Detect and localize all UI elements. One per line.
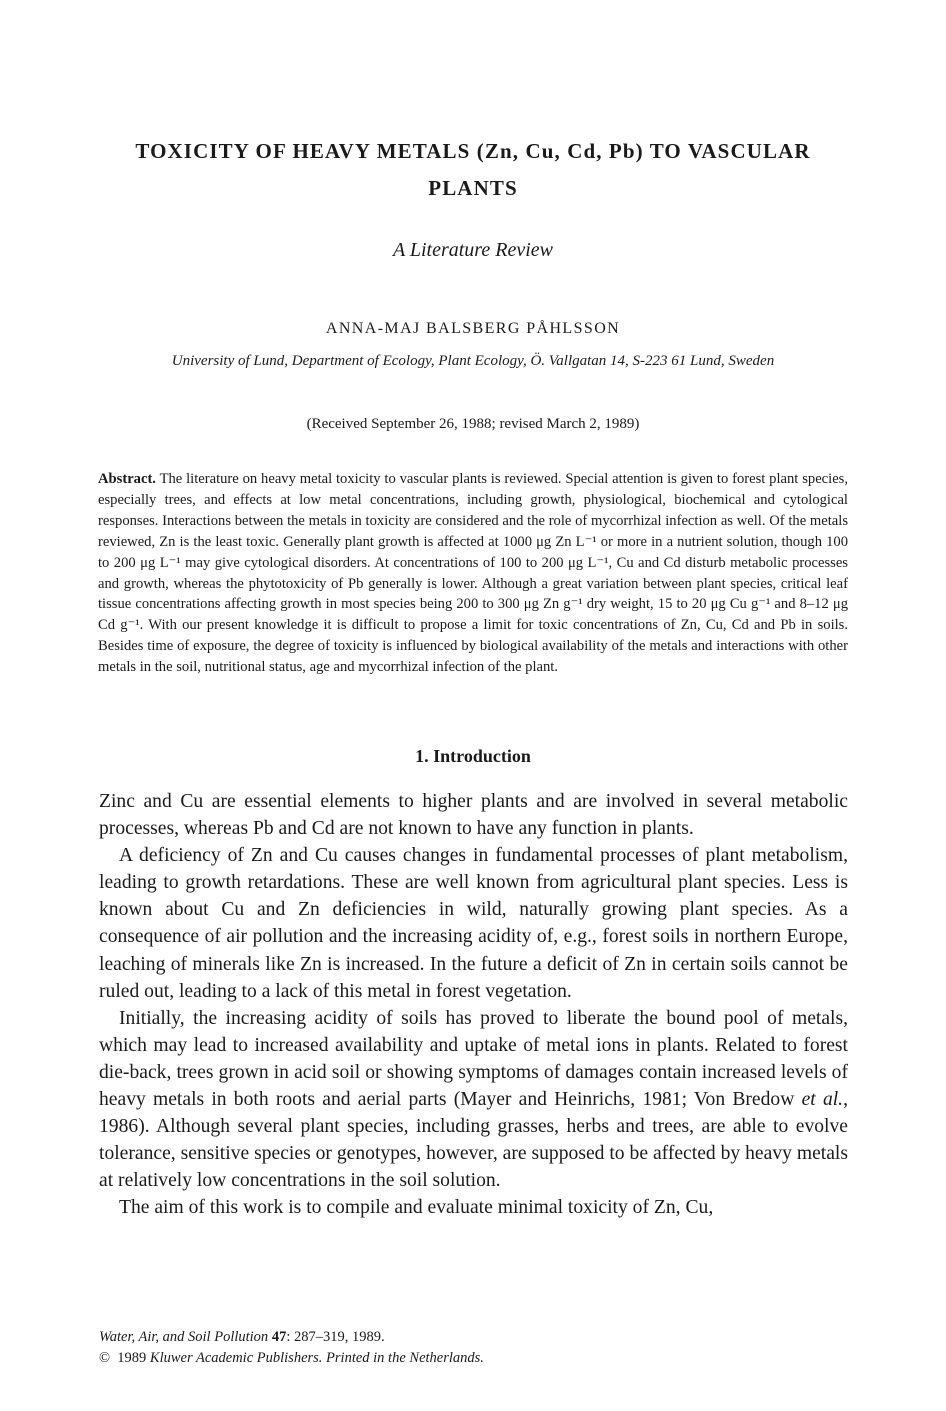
- journal-volume: 47: [271, 1329, 287, 1345]
- title-line-2: PLANTS: [428, 176, 518, 200]
- citation-et-al: et al.: [801, 1089, 844, 1111]
- intro-paragraph-3-part-a: Initially, the increasing acidity of soils has proved to liberate the bound pool of metals, which may lead to increased availability and uptake of metal ions in plants. Related to forest die-back, trees grown in acid soil or showing symptoms of damages contain increased levels of heavy metals in both roots and aerial parts (Mayer and Heinrichs, 1981; Von Bredow: [99, 1007, 848, 1111]
- intro-paragraph-2: A deficiency of Zn and Cu causes changes in fundamental processes of plant metabolism, leading to growth retardations. These are well known from agricultural plant species. Less is known about Cu and Zn deficiencies in wild, naturally growing plant species. As a consequence of air pollution and the increasing acidity of, e.g., forest soils in northern Europe, leaching of minerals like Zn is increased. In the future a deficit of Zn in certain soils cannot be ruled out, leading to a lack of this metal in forest vegetation.: [99, 845, 848, 1002]
- copyright-line: [99, 1348, 484, 1369]
- intro-paragraph-1: Zinc and Cu are essential elements to higher plants and are involved in several metabolic processes, whereas Pb and Cd are not known to have any function in plants.: [99, 791, 848, 840]
- intro-paragraph-3-part-b: , 1986). Although several plant species, including grasses, herbs and trees, are able to evolve tolerance, sensitive species or genotypes, however, are supposed to be affected by heavy metals at relatively low concentrations in the soil solution.: [99, 1089, 848, 1192]
- journal-name: Water, Air, and Soil Pollution: [99, 1329, 269, 1345]
- copyright-year: 1989: [117, 1350, 147, 1366]
- introduction-body: [99, 788, 848, 1222]
- title-line-1: TOXICITY OF HEAVY METALS (Zn, Cu, Cd, Pb) TO VASCULAR: [135, 139, 811, 163]
- journal-citation: [99, 1327, 484, 1348]
- journal-pages: : 287–319, 1989.: [286, 1329, 385, 1345]
- abstract-text: The literature on heavy metal toxicity to vascular plants is reviewed. Special attention is given to forest plant species, especially trees, and effects at low metal concentrations, including growth, physiological, biochemical and cytological responses. Interactions between the metals in toxicity are considered and the role of mycorrhizal infection as well. Of the metals reviewed, Zn is the least toxic. Generally plant growth is affected at 1000 μg Zn L⁻¹ or more in a nutrient solution, though 100 to 200 μg L⁻¹ may give cytological disorders. At concentrations of 100 to 200 μg L⁻¹, Cu and Cd disturb metabolic processes and growth, whereas the phytotoxicity of Pb generally is lower. Although a great variation between plant species, critical leaf tissue concentrations affecting growth in most species being 200 to 300 μg Zn g⁻¹ dry weight, 15 to 20 μg Cu g⁻¹ and 8–12 μg Cd g⁻¹. With our present knowledge it is difficult to propose a limit for toxic concentrations of Zn, Cu, Cd and Pb in soils. Besides time of exposure, the degree of toxicity is influenced by biological availability of the metals and interactions with other metals in the soil, nutritional status, age and mycorrhizal infection of the plant.: [98, 471, 849, 676]
- copyright-icon: ©: [99, 1350, 111, 1366]
- paper-title: [80, 133, 866, 207]
- section-heading-introduction: 1. Introduction: [415, 746, 531, 766]
- paper-subtitle: A Literature Review: [393, 239, 553, 261]
- journal-footer: [99, 1327, 484, 1369]
- publisher-name: Kluwer Academic Publishers. Printed in the Netherlands.: [149, 1350, 484, 1366]
- intro-paragraph-3: [99, 1005, 848, 1195]
- received-dates: (Received September 26, 1988; revised March 2, 1989): [306, 416, 640, 432]
- author-affiliation: University of Lund, Department of Ecology, Plant Ecology, Ö. Vallgatan 14, S-223 61 Lund, Sweden: [171, 353, 775, 369]
- abstract: [98, 469, 848, 678]
- abstract-label: Abstract.: [98, 471, 156, 487]
- author-name: ANNA-MAJ BALSBERG PÅHLSSON: [325, 320, 621, 337]
- intro-paragraph-4: The aim of this work is to compile and evaluate minimal toxicity of Zn, Cu,: [119, 1197, 714, 1219]
